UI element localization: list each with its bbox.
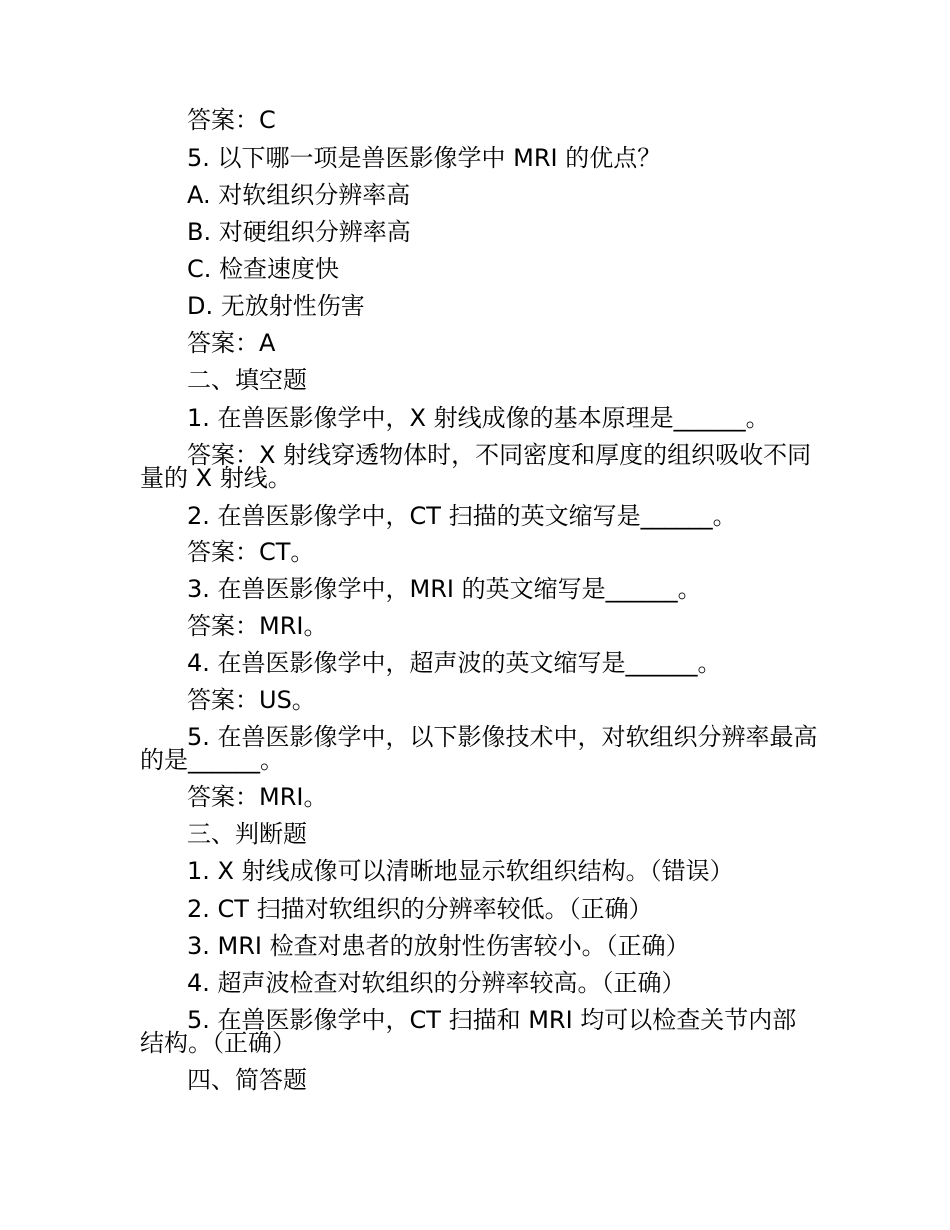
- question-line: 4. 在兽医影像学中，超声波的英文缩写是______。: [187, 649, 722, 677]
- answer-paragraph: 答案：X 射线穿透物体时，不同密度和厚度的组织吸收不同量的 X 射线。: [140, 441, 812, 492]
- question-line: 3. 在兽医影像学中，MRI 的英文缩写是______。: [187, 575, 702, 603]
- statement-paragraph: 5. 在兽医影像学中，CT 扫描和 MRI 均可以检查关节内部结构。（正确）: [140, 1006, 797, 1057]
- statement-line: 2. CT 扫描对软组织的分辨率较低。（正确）: [187, 895, 653, 923]
- option-line: C. 检查速度快: [187, 255, 340, 283]
- answer-line: 答案：A: [187, 329, 276, 357]
- question-line: 1. 在兽医影像学中，X 射线成像的基本原理是______。: [187, 404, 770, 432]
- statement-line: 4. 超声波检查对软组织的分辨率较高。（正确）: [187, 969, 686, 997]
- option-line: B. 对硬组织分辨率高: [187, 218, 411, 246]
- answer-line: 答案：CT。: [187, 538, 315, 566]
- question-line: 5. 以下哪一项是兽医影像学中 MRI 的优点？: [187, 144, 662, 172]
- section-heading: 四、简答题: [187, 1066, 307, 1094]
- statement-line: 1. X 射线成像可以清晰地显示软组织结构。（错误）: [187, 857, 734, 885]
- answer-line: 答案：US。: [187, 686, 316, 714]
- answer-line: 答案：MRI。: [187, 612, 328, 640]
- answer-line: 答案：C: [187, 106, 276, 134]
- answer-line: 答案：MRI。: [187, 783, 328, 811]
- option-line: D. 无放射性伤害: [187, 292, 365, 320]
- option-line: A. 对软组织分辨率高: [187, 181, 411, 209]
- question-line: 2. 在兽医影像学中，CT 扫描的英文缩写是______。: [187, 502, 737, 530]
- statement-line: 3. MRI 检查对患者的放射性伤害较小。（正确）: [187, 932, 690, 960]
- section-heading: 三、判断题: [187, 820, 307, 848]
- section-heading: 二、填空题: [187, 366, 307, 394]
- question-paragraph: 5. 在兽医影像学中，以下影像技术中，对软组织分辨率最高的是______。: [140, 723, 818, 774]
